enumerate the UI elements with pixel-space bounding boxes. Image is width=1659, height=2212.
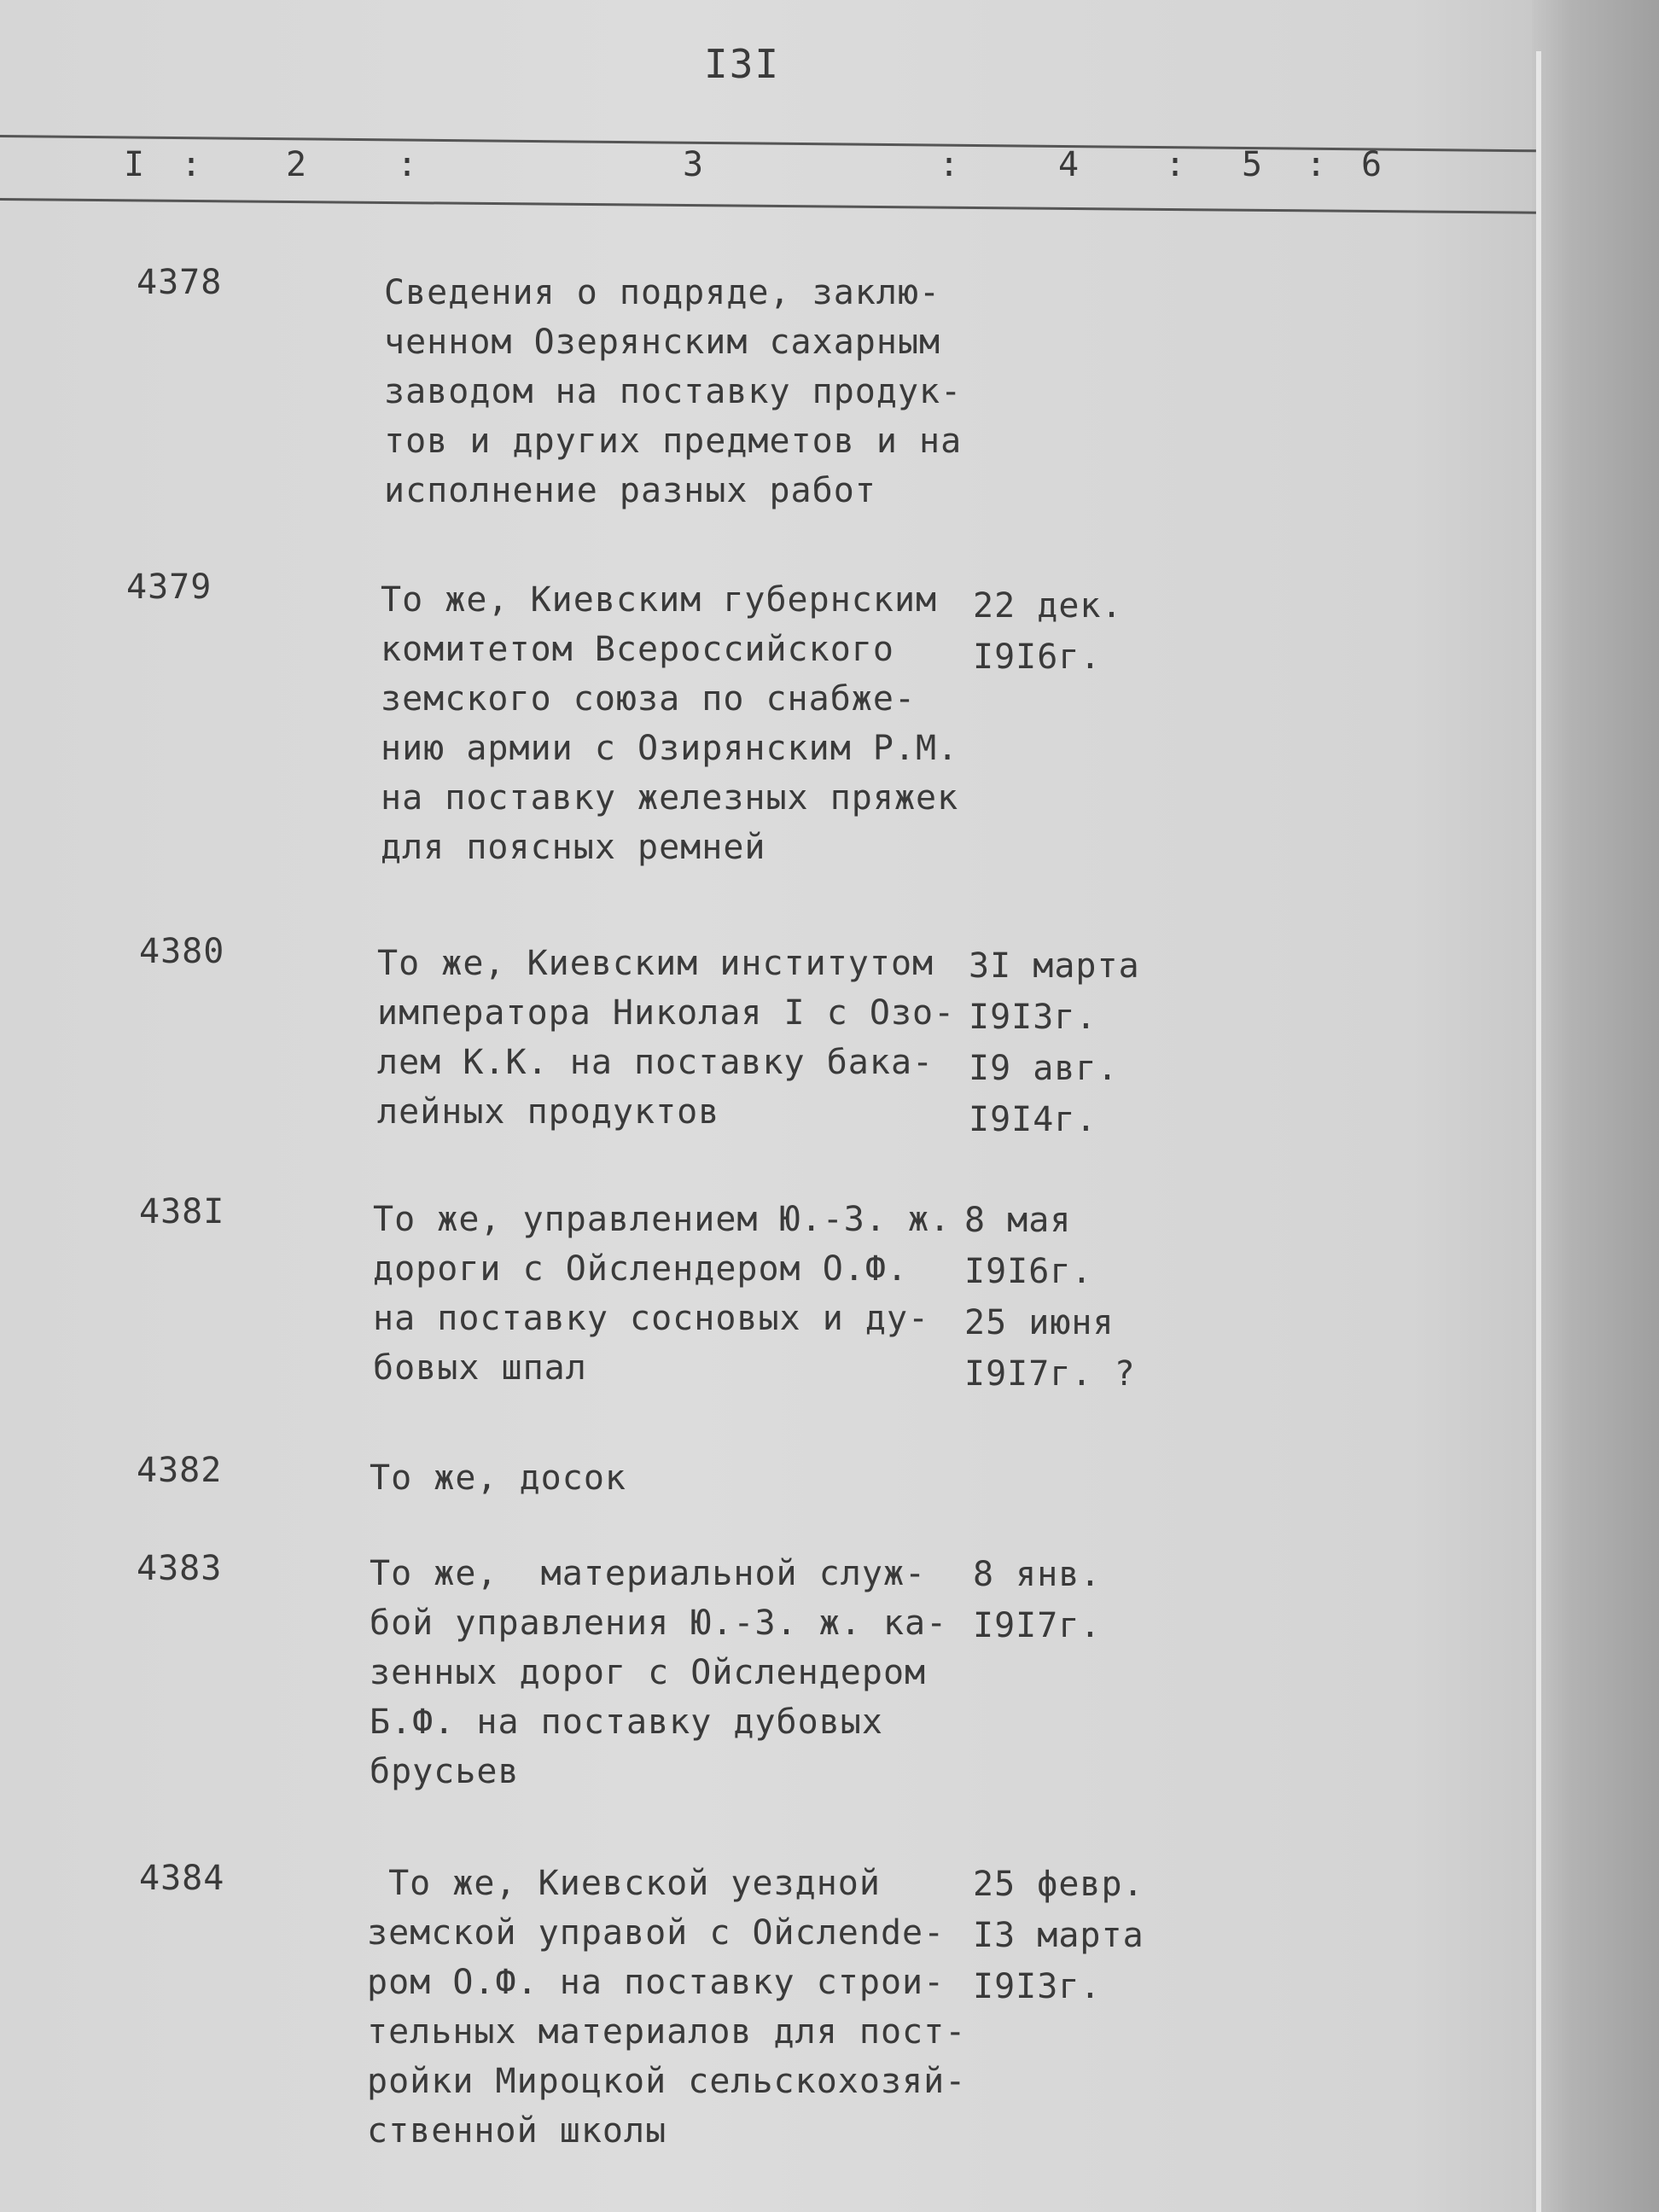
entry-dates: 8 мая I9I6г. 25 июня I9I7г. ? <box>964 1201 1136 1394</box>
column-separator: : <box>939 145 960 184</box>
entry-number: 4379 <box>126 568 212 607</box>
column-header-5: 5 <box>1242 145 1263 184</box>
entry-dates: 3I марта I9I3г. I9 авг. I9I4г. <box>969 946 1140 1139</box>
column-separator: : <box>397 145 418 184</box>
entry-dates: 25 февр. I3 марта I9I3г. <box>973 1865 1144 2006</box>
entry-description: То же, управлением Ю.-З. ж. дороги с Ойслендером О.Ф. на поставку сосновых и ду- бовых шпал <box>373 1200 952 1388</box>
entry-number: 4378 <box>137 263 223 302</box>
entry-dates: 8 янв. I9I7г. <box>973 1555 1102 1645</box>
column-header-4: 4 <box>1058 145 1080 184</box>
entry-dates: 22 дек. I9I6г. <box>973 586 1123 677</box>
entry-number: 4380 <box>139 932 225 971</box>
entry-description: Сведения о подряде, заклю- ченном Озерянским сахарным заводом на поставку продук- тов и других предметов и на исполнение разных работ <box>384 273 963 510</box>
column-separator: : <box>1165 145 1186 184</box>
entry-description: То же, Киевским губернским комитетом Всероссийского земского союза по снабже- нию армии с Озирянским Р.М. на поставку железных пряжек для поясных ремней <box>381 580 959 867</box>
entry-number: 4382 <box>137 1451 223 1490</box>
entry-number: 4383 <box>137 1549 223 1588</box>
column-separator: : <box>1306 145 1327 184</box>
column-header-2: 2 <box>286 145 307 184</box>
entry-number: 4384 <box>139 1859 225 1898</box>
entry-number: 438I <box>139 1192 225 1231</box>
page-edge-highlight <box>1536 51 1541 2212</box>
column-header-3: 3 <box>683 145 704 184</box>
entry-description: То же, Киевским институтом императора Николая I с Озо- лем К.К. на поставку бака- лейных продуктов <box>377 944 956 1132</box>
entry-description: То же, Киевской уездной земской управой с Ойслende- ром О.Ф. на поставку строи- тельных материалов для пост- ройки Мироцкой сельскохозяй- ственной школы <box>367 1864 967 2151</box>
column-separator: : <box>181 145 202 184</box>
page-number: I3I <box>704 41 781 87</box>
entry-description: То же, досок <box>370 1458 626 1498</box>
page-edge <box>1532 0 1659 2212</box>
table-header-bottom-rule <box>0 198 1536 214</box>
column-header-1: I <box>124 145 145 184</box>
entry-description: То же, материальной служ- бой управления Ю.-З. ж. ка- зенных дорог с Ойслендером Б.Ф. на поставку дубовых брусьев <box>370 1554 948 1791</box>
column-header-6: 6 <box>1361 145 1382 184</box>
